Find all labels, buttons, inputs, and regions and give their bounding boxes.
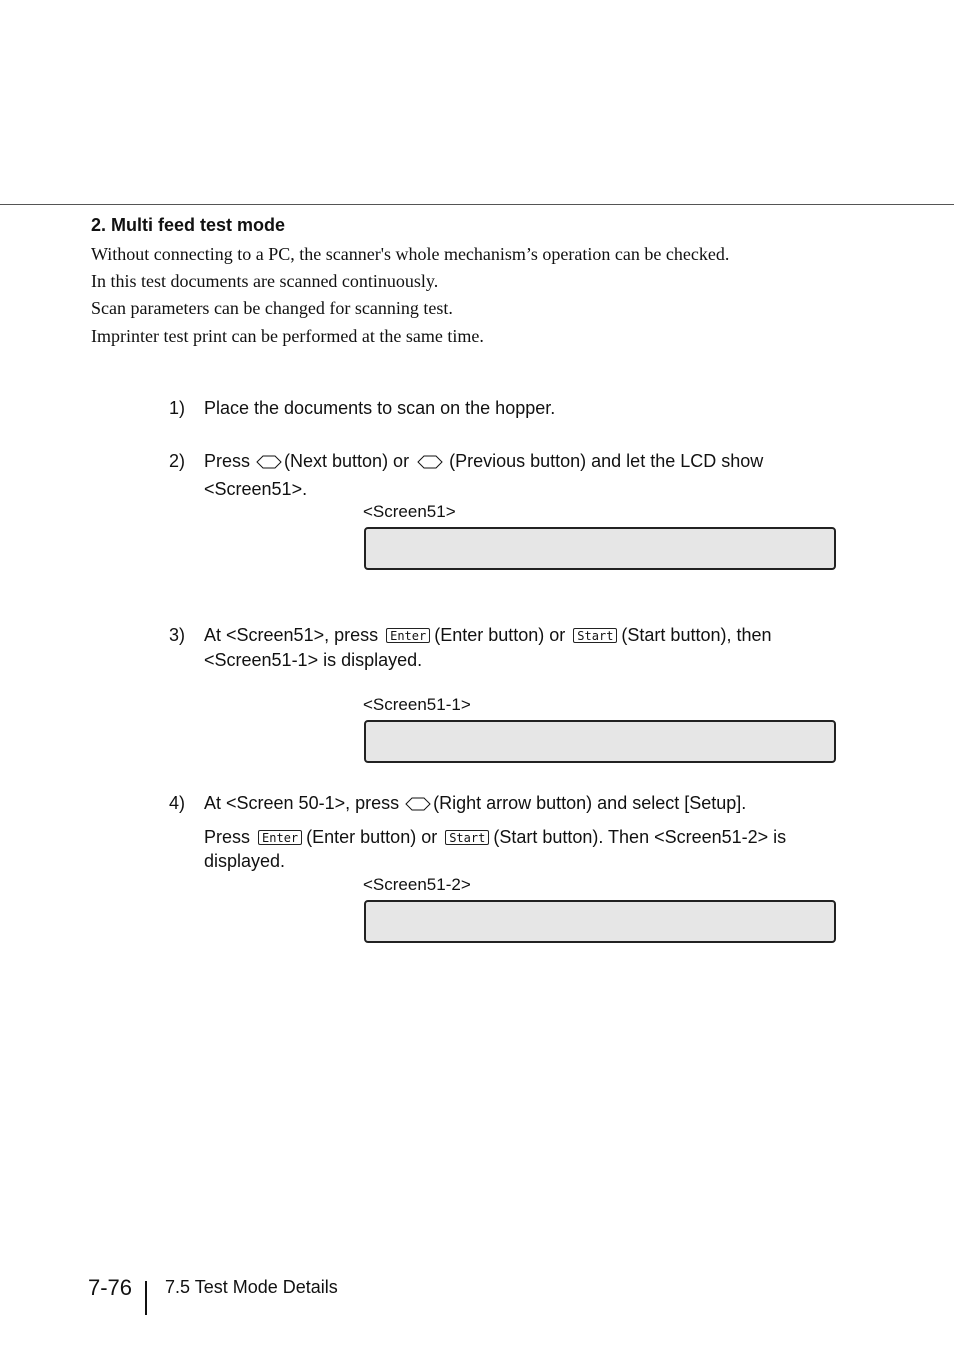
previous-button-icon bbox=[417, 454, 443, 470]
step-number: 4) bbox=[169, 793, 186, 813]
step-text: (Enter button) or bbox=[434, 625, 566, 645]
step-text bbox=[204, 625, 772, 646]
step-text bbox=[204, 479, 307, 500]
step-number: 2) bbox=[169, 451, 186, 471]
start-key-icon: Start bbox=[573, 628, 617, 643]
lcd-screen bbox=[364, 527, 836, 570]
step-text bbox=[204, 451, 763, 472]
header-rule bbox=[0, 204, 954, 205]
next-button-icon bbox=[256, 454, 282, 470]
lcd-screen bbox=[364, 720, 836, 763]
footer-divider bbox=[145, 1281, 147, 1315]
intro-line: In this test documents are scanned continuously. bbox=[91, 271, 439, 291]
step-text: (Enter button) or bbox=[306, 827, 438, 847]
step-text: (Previous button) and let the LCD show bbox=[449, 451, 764, 471]
step-text: displayed. bbox=[204, 851, 286, 871]
enter-key-icon: Enter bbox=[258, 830, 302, 845]
right-arrow-button-icon bbox=[405, 796, 431, 812]
screen-label: <Screen51-1> bbox=[363, 695, 471, 714]
step-text: Press bbox=[204, 827, 251, 847]
step-text: (Right arrow button) and select [Setup]. bbox=[433, 793, 747, 813]
step-text bbox=[204, 398, 555, 419]
step-text bbox=[204, 650, 422, 671]
step-text: <Screen51>. bbox=[204, 479, 308, 499]
footer-section-title: 7.5 Test Mode Details bbox=[165, 1277, 338, 1297]
intro-line: Imprinter test print can be performed at the same time. bbox=[91, 326, 484, 346]
step-number: 3) bbox=[169, 625, 186, 645]
section-heading: 2. Multi feed test mode bbox=[91, 215, 286, 235]
step-text: Place the documents to scan on the hopper. bbox=[204, 398, 556, 418]
intro-line: Scan parameters can be changed for scanning test. bbox=[91, 298, 453, 318]
screen-label: <Screen51> bbox=[363, 502, 456, 521]
step-text bbox=[204, 851, 285, 872]
start-key-icon: Start bbox=[445, 830, 489, 845]
step-text: (Start button), then bbox=[621, 625, 772, 645]
lcd-screen bbox=[364, 900, 836, 943]
page-number: 7-76 bbox=[88, 1275, 133, 1300]
enter-key-icon: Enter bbox=[386, 628, 430, 643]
intro-line: Without connecting to a PC, the scanner's whole mechanism’s operation can be checked. bbox=[91, 244, 730, 264]
step-text: <Screen51-1> is displayed. bbox=[204, 650, 423, 670]
step-text: At <Screen51>, press bbox=[204, 625, 379, 645]
step-text: Press bbox=[204, 451, 251, 471]
step-text: (Next button) or bbox=[284, 451, 410, 471]
step-text bbox=[204, 793, 746, 814]
screen-label: <Screen51-2> bbox=[363, 875, 471, 894]
step-text: (Start button). Then <Screen51-2> is bbox=[493, 827, 787, 847]
step-text bbox=[204, 827, 786, 848]
step-text: At <Screen 50-1>, press bbox=[204, 793, 400, 813]
step-number: 1) bbox=[169, 398, 186, 418]
